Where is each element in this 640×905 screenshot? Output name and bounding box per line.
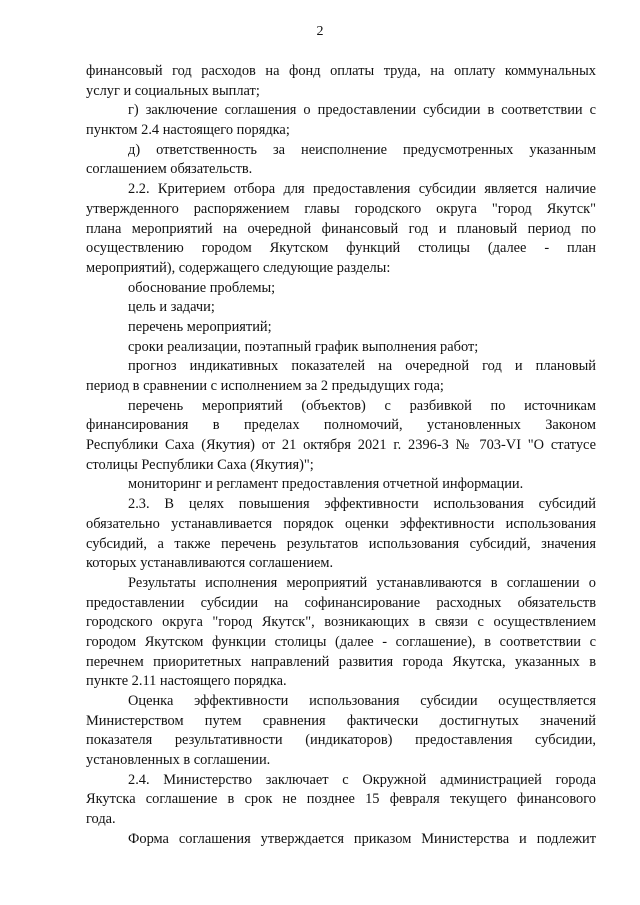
text-line: перечнем приоритетных направлений развития города Якутска, указанных в xyxy=(86,653,596,670)
text-line: 2.3. В целях повышения эффективности использования субсидий xyxy=(128,496,596,513)
text-line: перечень мероприятий; xyxy=(128,318,272,335)
text-line: Республики Саха (Якутия) от 21 октября 2021 г. 2396-З № 703-VI "О статусе xyxy=(86,437,596,454)
text-line: перечень мероприятий (объектов) с разбивкой по источникам xyxy=(128,397,596,414)
text-line: городского округа "город Якутск", возникающих в связи с осуществлением xyxy=(86,614,596,631)
text-line: Якутска соглашение в срок не позднее 15 февраля текущего финансового xyxy=(86,791,596,808)
text-line: 2.4. Министерство заключает с Окружной администрацией города xyxy=(128,771,596,788)
text-line: пункте 2.11 настоящего порядка. xyxy=(86,673,287,690)
text-line: показателя результативности (индикаторов) предоставления субсидии, xyxy=(86,732,596,749)
text-line: Результаты исполнения мероприятий устанавливаются в соглашении о xyxy=(128,574,596,591)
text-line: Оценка эффективности использования субсидии осуществляется xyxy=(128,693,596,709)
text-line: субсидий, а также перечень результатов использования субсидий, значения xyxy=(86,535,596,552)
page-number: 2 xyxy=(316,24,324,39)
text-line: сроки реализации, поэтапный график выполнения работ; xyxy=(128,338,479,355)
text-line: г) заключение соглашения о предоставлении субсидии в соответствии с xyxy=(128,102,596,119)
text-line: пунктом 2.4 настоящего порядка; xyxy=(86,122,290,139)
text-line: прогноз индикативных показателей на очередной год и плановый xyxy=(128,358,596,375)
text-line: предоставлении субсидии на софинансирование расходных обязательств xyxy=(86,594,596,611)
text-line: цель и задачи; xyxy=(128,299,215,316)
text-line: финансирования в пределах полномочий, установленных Законом xyxy=(86,417,596,434)
text-line: соглашением обязательств. xyxy=(86,161,253,178)
text-line: обязательно устанавливается порядок оценки эффективности использования xyxy=(86,515,596,532)
text-line: которых устанавливаются соглашением. xyxy=(86,555,334,572)
text-line: Форма соглашения утверждается приказом Министерства и подлежит xyxy=(128,830,596,847)
text-line: осуществлению городом Якутском функций столицы (далее - план xyxy=(86,240,596,257)
text-line: мероприятий), содержащего следующие разделы: xyxy=(86,259,391,276)
text-line: финансовый год расходов на фонд оплаты труда, на оплату коммунальных xyxy=(86,63,596,79)
text-line: столицы Республики Саха (Якутия)"; xyxy=(86,456,314,473)
text-line: д) ответственность за неисполнение предусмотренных указанным xyxy=(128,141,596,158)
text-line: 2.2. Критерием отбора для предоставления субсидии является наличие xyxy=(128,181,596,198)
text-line: плана мероприятий на очередной финансовый год и плановый период по xyxy=(86,220,596,237)
text-line: период в сравнении с исполнением за 2 предыдущих года; xyxy=(86,378,444,394)
text-line: года. xyxy=(86,811,116,828)
document-body xyxy=(86,62,596,850)
text-line: утвержденного распоряжением главы городского округа "город Якутск" xyxy=(86,200,596,217)
text-line: услуг и социальных выплат; xyxy=(86,82,260,99)
text-line: установленных в соглашении. xyxy=(86,752,271,769)
text-line: Министерством путем сравнения фактически достигнутых значений xyxy=(86,712,596,729)
text-line: обоснование проблемы; xyxy=(128,279,276,296)
text-line: мониторинг и регламент предоставления отчетной информации. xyxy=(128,476,524,493)
text-line: городом Якутском функции столицы (далее - соглашение), в соответствии с xyxy=(86,633,596,650)
